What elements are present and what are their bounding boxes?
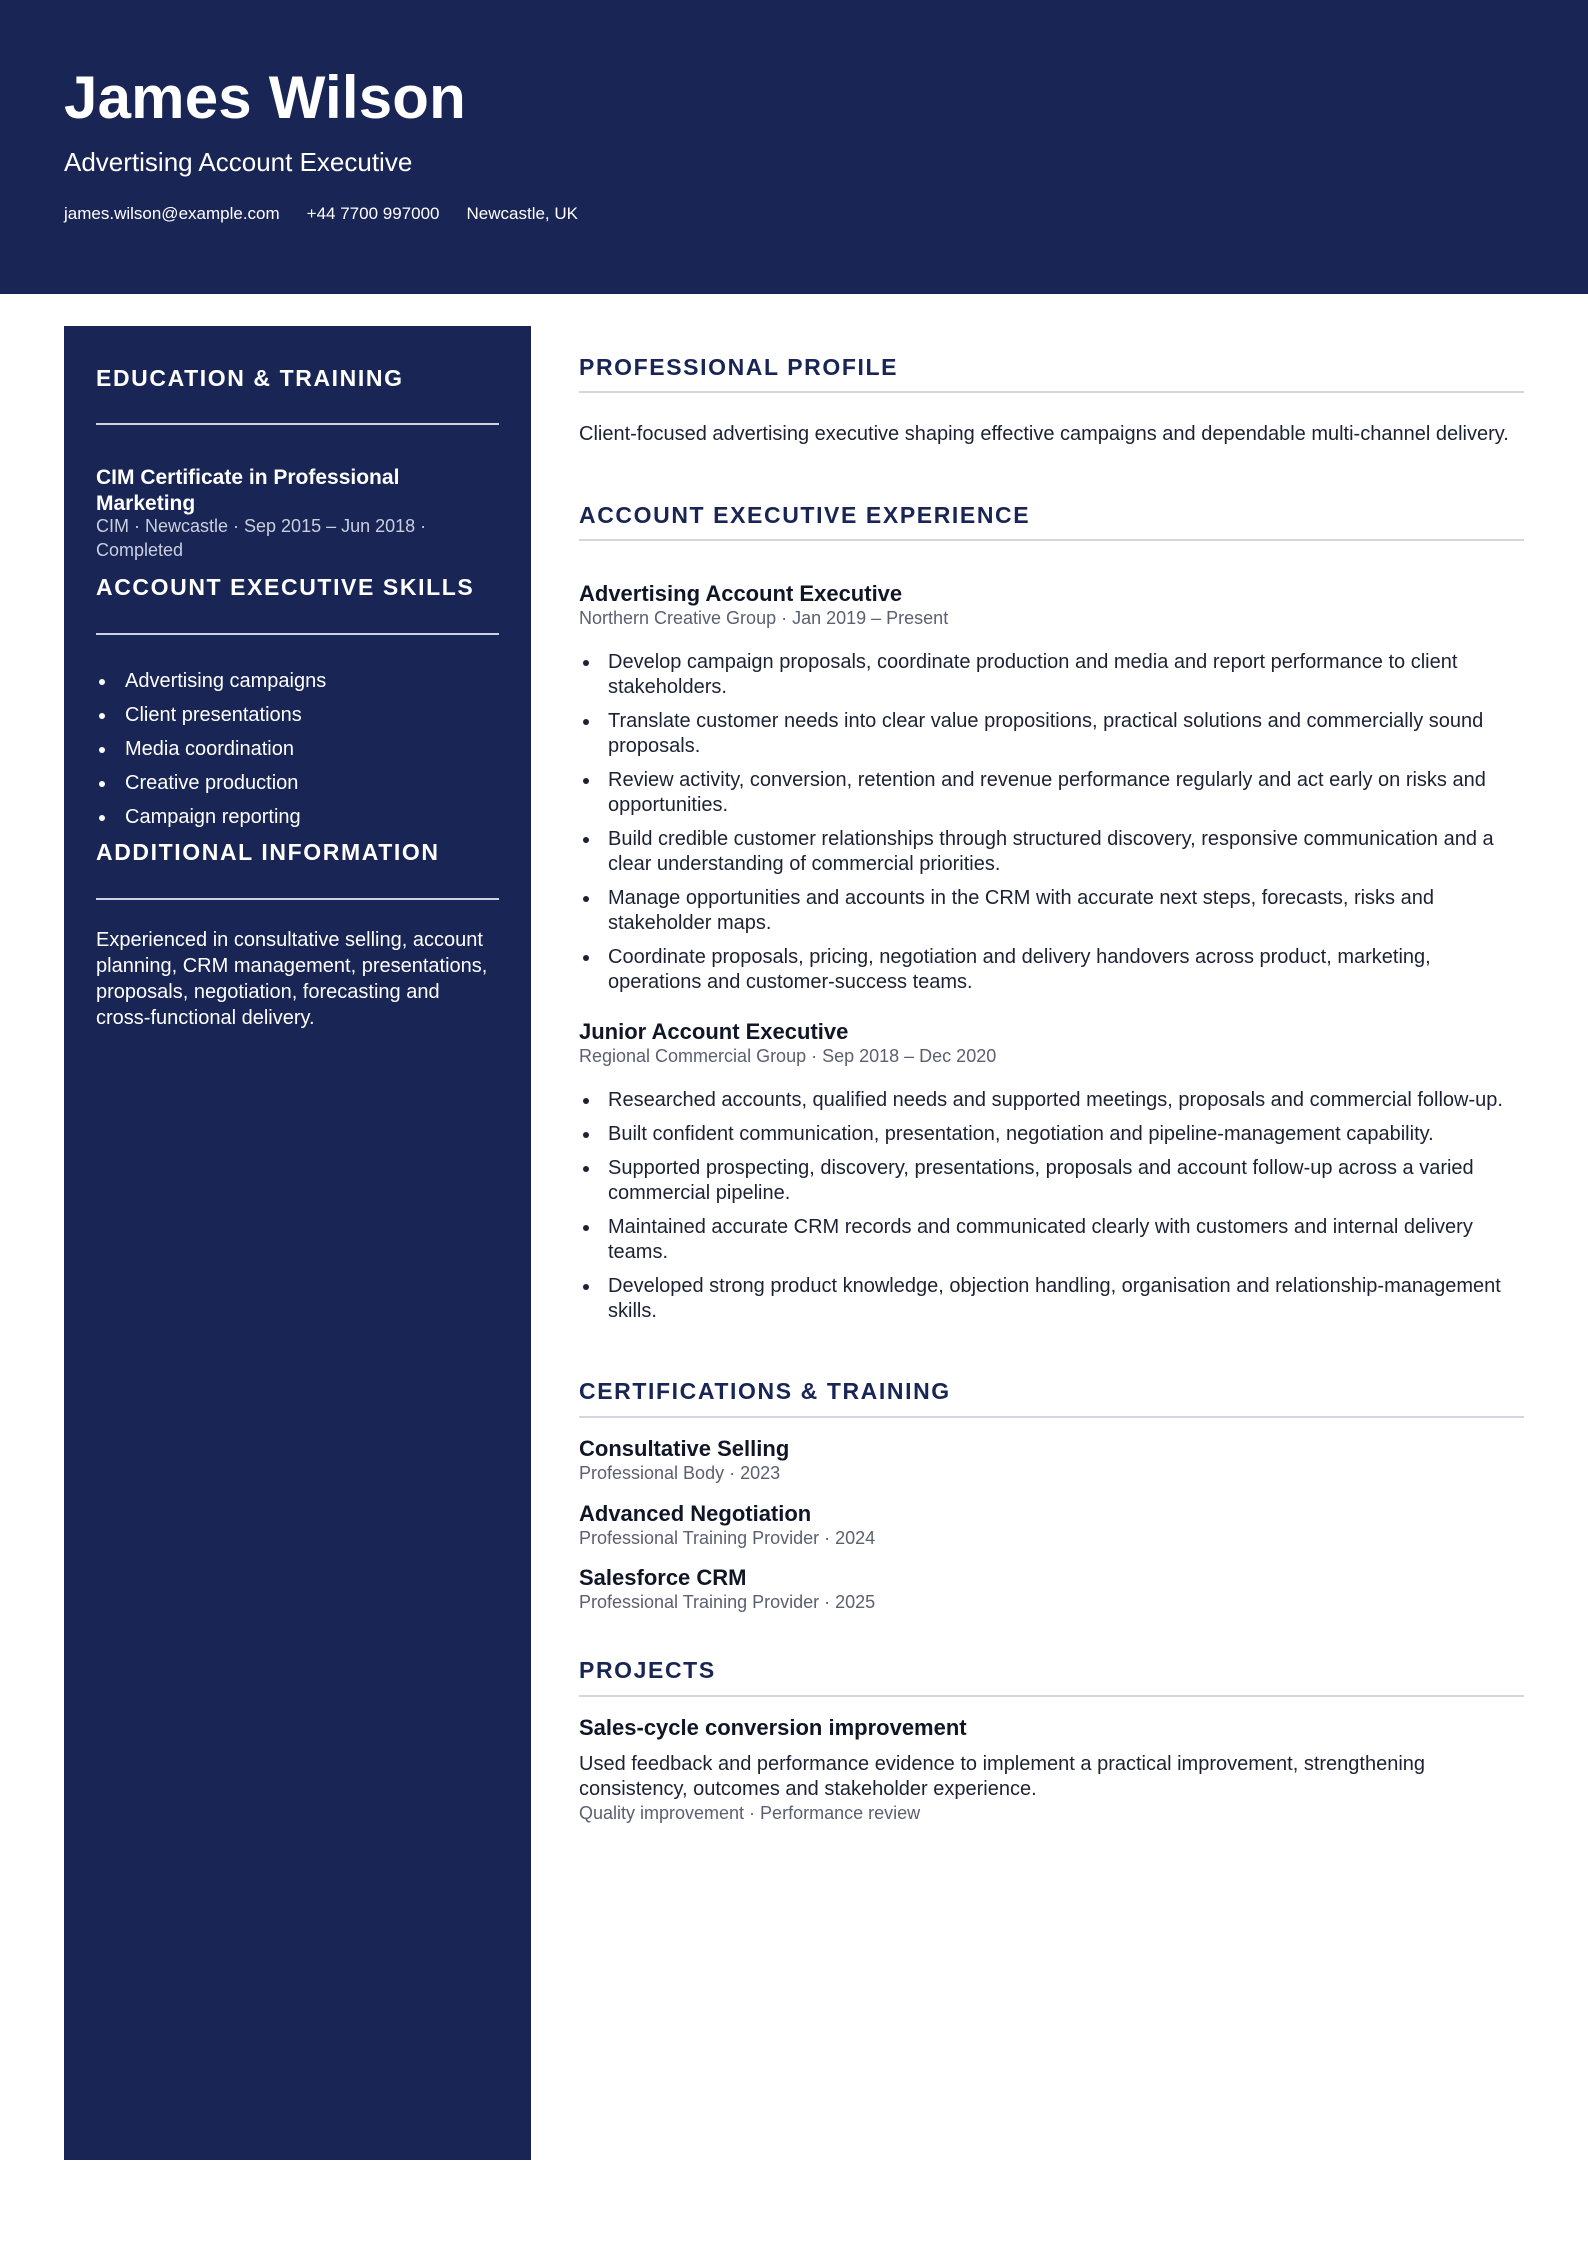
list-item [579,1088,1524,1113]
bullet-text: Develop campaign proposals, coordinate production and media and report performance to client stakeholders. [608,651,1458,698]
list-item [579,827,1524,877]
job-bullets [579,650,1524,1004]
bullet-icon [583,1098,589,1104]
bullet-icon [99,815,105,821]
candidate-name: James Wilson [64,64,467,131]
skill-item [96,800,499,834]
experience-heading: ACCOUNT EXECUTIVE EXPERIENCE [579,502,1031,528]
bullet-text: Developed strong product knowledge, objection handling, organisation and relationship-management skills. [608,1275,1501,1322]
certifications-divider [579,1416,1524,1418]
bullet-icon [583,837,589,843]
bullet-icon [99,747,105,753]
profile-text: Client-focused advertising executive shaping effective campaigns and dependable multi-channel delivery. [579,423,1509,445]
skill-label: Media coordination [125,738,294,760]
education-title: CIM Certificate in Professional Marketing [96,466,400,515]
list-item [579,768,1524,818]
bullet-icon [583,1132,589,1138]
skill-item [96,664,499,698]
bullet-icon [583,896,589,902]
bullet-icon [583,660,589,666]
experience-divider [579,539,1524,541]
job-meta: Northern Creative Group · Jan 2019 – Present [579,608,949,628]
job-bullets [579,1088,1524,1333]
bullet-text: Translate customer needs into clear value propositions, practical solutions and commercially sound proposals. [608,710,1484,757]
skills-heading: ACCOUNT EXECUTIVE SKILLS [96,574,475,600]
certification-meta: Professional Training Provider · 2024 [579,1528,876,1548]
education-heading: EDUCATION & TRAINING [96,365,404,391]
bullet-icon [583,1225,589,1231]
additional-heading: ADDITIONAL INFORMATION [96,839,440,865]
bullet-icon [583,778,589,784]
skill-item [96,766,499,800]
list-item [579,709,1524,759]
list-item [579,1156,1524,1206]
bullet-icon [99,781,105,787]
bullet-text: Maintained accurate CRM records and communicated clearly with customers and internal delivery teams. [608,1216,1473,1263]
contact-email: james.wilson@example.com [64,204,280,223]
list-item [579,1122,1524,1147]
contact-location: Newcastle, UK [466,204,578,223]
projects-heading: PROJECTS [579,1657,716,1683]
skills-divider [96,633,499,635]
list-item [579,1274,1524,1324]
certification-meta: Professional Training Provider · 2025 [579,1592,876,1612]
certifications-heading: CERTIFICATIONS & TRAINING [579,1378,951,1404]
skill-item [96,732,499,766]
profile-heading: PROFESSIONAL PROFILE [579,354,899,380]
project-meta: Quality improvement · Performance review [579,1803,921,1823]
additional-divider [96,898,499,900]
skill-label: Creative production [125,772,299,794]
job-meta: Regional Commercial Group · Sep 2018 – Dec 2020 [579,1046,997,1066]
bullet-text: Supported prospecting, discovery, presentations, proposals and account follow-up across a varied commercial pipeline. [608,1157,1474,1204]
contact-phone: +44 7700 997000 [306,204,440,223]
job-title: Junior Account Executive [579,1019,849,1044]
bullet-text: Coordinate proposals, pricing, negotiation and delivery handovers across product, marketing, operations and customer-success teams. [608,946,1431,993]
skill-label: Client presentations [125,704,302,726]
bullet-text: Manage opportunities and accounts in the CRM with accurate next steps, forecasts, risks and stakeholder maps. [608,887,1434,934]
bullet-icon [583,719,589,725]
bullet-text: Build credible customer relationships through structured discovery, responsive communication and a clear understanding of commercial priorities. [608,828,1494,875]
bullet-icon [583,955,589,961]
bullet-text: Review activity, conversion, retention and revenue performance regularly and act early on risks and opportunities. [608,769,1486,816]
certification-title: Advanced Negotiation [579,1501,812,1526]
bullet-icon [99,679,105,685]
job-title: Advertising Account Executive [579,581,903,606]
certification-title: Salesforce CRM [579,1565,747,1590]
list-item [579,650,1524,700]
list-item [579,886,1524,936]
skill-item [96,698,499,732]
education-meta: CIM · Newcastle · Sep 2015 – Jun 2018 · Completed [96,516,427,560]
list-item [579,1215,1524,1265]
contact-line [64,203,578,225]
candidate-role: Advertising Account Executive [64,147,413,177]
skill-label: Advertising campaigns [125,670,327,692]
bullet-icon [583,1284,589,1290]
project-title: Sales-cycle conversion improvement [579,1715,967,1740]
certification-title: Consultative Selling [579,1436,790,1461]
bullet-icon [99,713,105,719]
resume-header [0,0,1588,294]
list-item [579,945,1524,995]
certification-meta: Professional Body · 2023 [579,1463,781,1483]
bullet-text: Researched accounts, qualified needs and supported meetings, proposals and commercial follow-up. [608,1089,1503,1111]
sidebar [64,326,531,2160]
profile-divider [579,391,1524,393]
education-divider [96,423,499,425]
bullet-text: Built confident communication, presentation, negotiation and pipeline-management capability. [608,1123,1434,1145]
project-description: Used feedback and performance evidence to implement a practical improvement, strengthening consistency, outcomes and stakeholder experience. [579,1753,1426,1800]
skills-list [96,664,499,834]
skill-label: Campaign reporting [125,806,301,828]
additional-text: Experienced in consultative selling, account planning, CRM management, presentations, proposals, negotiation, forecasting and cross-functional delivery. [96,929,488,1029]
bullet-icon [583,1166,589,1172]
projects-divider [579,1695,1524,1697]
